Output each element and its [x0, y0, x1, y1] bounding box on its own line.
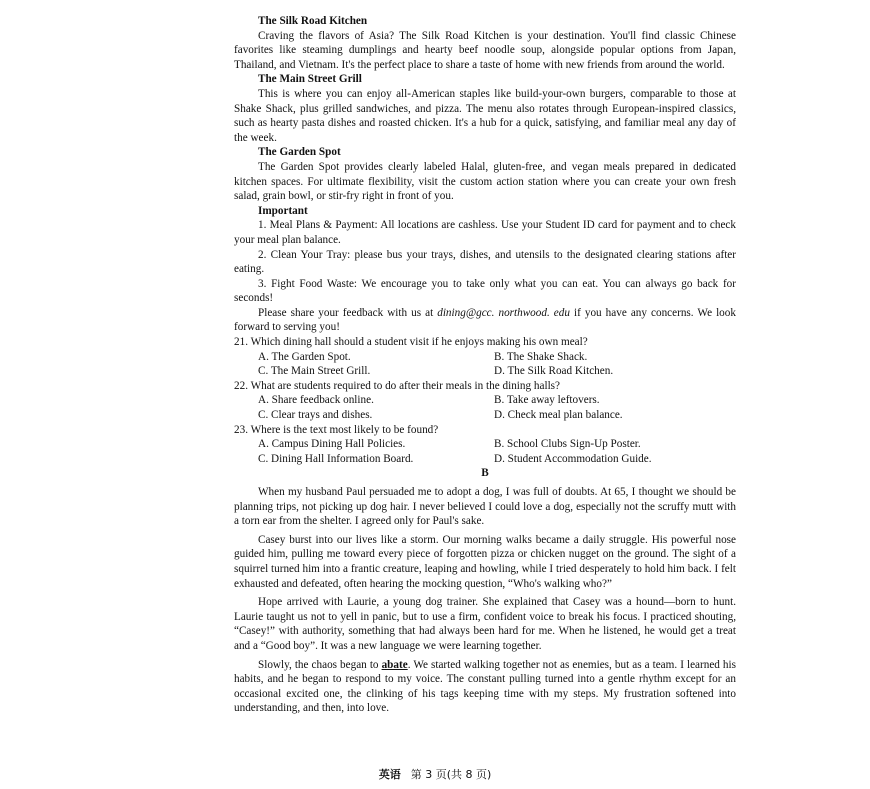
- option-b: B. School Clubs Sign-Up Poster.: [494, 438, 641, 451]
- story-paragraph-4-after: . We started walking together not as enemies, but as a team. I learned his habits, and he began to respond to my voice. The constant pulling turned into a gentle rhythm except for an occasional excited one, the clinking of his tags keeping time with my steps. My frustration softened into understanding, and then, into love.: [234, 658, 736, 715]
- question-21: [234, 335, 736, 379]
- heading-important: Important: [258, 204, 308, 217]
- heading-main-street: The Main Street Grill: [258, 73, 362, 86]
- option-c: C. Dining Hall Information Board.: [258, 452, 414, 465]
- heading-silk-road: The Silk Road Kitchen: [258, 15, 368, 27]
- question-23: [234, 423, 736, 467]
- feedback-paragraph: [234, 306, 736, 335]
- feedback-email: dining@gcc. northwood. edu: [437, 306, 570, 319]
- question-stem: 22. What are students required to do after their meals in the dining halls?: [234, 379, 560, 392]
- option-d: D. Check meal plan balance.: [494, 409, 623, 422]
- option-b: B. Take away leftovers.: [494, 394, 600, 407]
- exam-page: [234, 14, 736, 716]
- story-paragraph-4-before: Slowly, the chaos began to: [258, 658, 382, 671]
- option-a: A. Campus Dining Hall Policies.: [258, 438, 406, 451]
- question-stem: 23. Where is the text most likely to be found?: [234, 423, 439, 436]
- heading-garden-spot: The Garden Spot: [258, 146, 341, 159]
- question-22: [234, 379, 736, 423]
- option-a: A. Share feedback online.: [258, 394, 374, 407]
- option-d: D. Student Accommodation Guide.: [494, 452, 652, 465]
- footer-subject: 英语: [378, 768, 401, 781]
- feedback-text-after: if you have any concerns. We look forward to serving you!: [234, 306, 736, 334]
- story-paragraph-3: Hope arrived with Laurie, a young dog trainer. She explained that Casey was a hound—born to hunt. Laurie taught us not to yell in panic, but to use a firm, confident voice to break his focus. I practiced shouting, “Casey!” with authority, something that had always been hard for me. When he listened, he would get a treat and a “Good boy”. It was a new language we were learning together.: [234, 596, 736, 652]
- option-d: D. The Silk Road Kitchen.: [494, 365, 614, 378]
- story-paragraph-2: Casey burst into our lives like a storm. Our morning walks became a daily struggle. His powerful nose guided him, pulling me toward every piece of forgotten pizza or chicken nugget on the ground. The sight of a squirrel turned him into a frantic creature, leaping and howling, while I tried desperately to hold him back. I felt exhausted and defeated, often hearing the mocking question, “Who's walking who?”: [234, 533, 736, 590]
- paragraph-garden-spot: The Garden Spot provides clearly labeled Halal, gluten-free, and vegan meals prepared in dedicated kitchen spaces. For ultimate flexibility, visit the custom action station where you can create your own fresh salad, grain bowl, or stir-fry right in front of you.: [234, 160, 736, 203]
- footer-page-number: 第 3 页(共 8 页): [410, 768, 492, 781]
- underlined-word-abate: abate: [381, 658, 408, 671]
- important-item-2: 2. Clean Your Tray: please bus your trays, dishes, and utensils to the designated clearing stations after eating.: [234, 248, 736, 276]
- paragraph-silk-road: Craving the flavors of Asia? The Silk Road Kitchen is your destination. You'll find classic Chinese favorites like steaming dumplings and hearty beef noodle soup, alongside popular options from Japan, Thailand, and Vietnam. It's the perfect place to share a taste of home with new friends from around the world.: [234, 29, 736, 71]
- story-paragraph-1: When my husband Paul persuaded me to adopt a dog, I was full of doubts. At 65, I thought we should be planning trips, not picking up dog hair. I never believed I could love a dog, especially not the scruffy mutt with a torn ear from the shelter. I agreed only for Paul's sake.: [234, 486, 736, 528]
- option-c: C. The Main Street Grill.: [258, 365, 371, 378]
- page-footer: [0, 766, 870, 782]
- option-a: A. The Garden Spot.: [258, 350, 351, 363]
- important-item-3: 3. Fight Food Waste: We encourage you to take only what you can eat. You can always go back for seconds!: [234, 277, 736, 305]
- story-paragraph-4: [234, 658, 736, 716]
- paragraph-main-street: This is where you can enjoy all-American staples like build-your-own burgers, comparable to those at Shake Shack, plus grilled sandwiches, and pizza. The menu also rotates through European-inspired classics, such as hearty pasta dishes and roasted chicken. It's a hub for a quick, satisfying, and familiar meal any day of the week.: [234, 87, 736, 144]
- section-b-label: B: [481, 467, 489, 480]
- option-c: C. Clear trays and dishes.: [258, 409, 373, 422]
- option-b: B. The Shake Shack.: [494, 350, 588, 363]
- important-item-1: 1. Meal Plans & Payment: All locations are cashless. Use your Student ID card for payment and to check your meal plan balance.: [234, 219, 736, 246]
- question-stem: 21. Which dining hall should a student visit if he enjoys making his own meal?: [234, 336, 588, 349]
- feedback-text-before: Please share your feedback with us at: [258, 306, 438, 319]
